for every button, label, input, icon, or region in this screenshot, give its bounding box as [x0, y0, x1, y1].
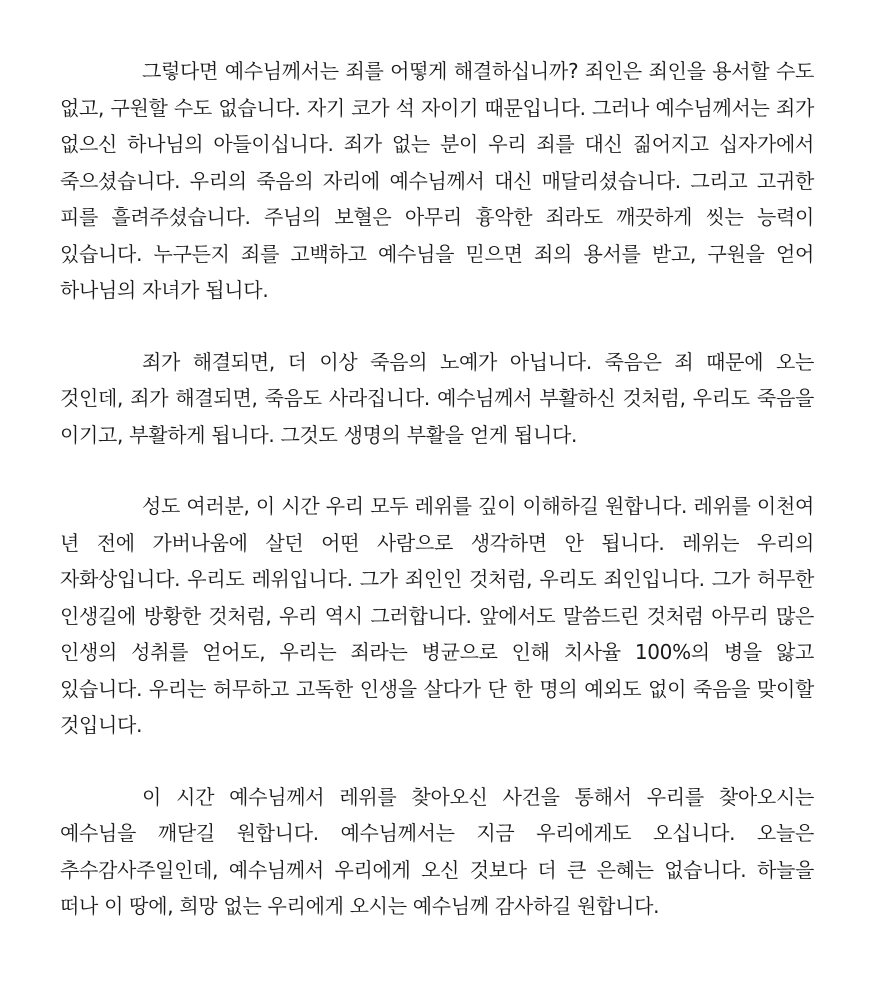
- paragraph-4: 이 시간 예수님께서 레위를 찾아오신 사건을 통해서 우리를 찾아오시는 예수님을 깨닫길 원합니다. 예수님께서는 지금 우리에게도 오십니다. 오늘은 추수감사주일인데, 예수님께서 우리에게 오신 것보다 더 큰 은혜는 없습니다. 하늘을 떠나 이 땅에, 희망 없는 우리에게 오시는 예수님께 감사하길 원합니다.: [60, 784, 814, 918]
- document-page: [60, 53, 814, 925]
- paragraph-2: 죄가 해결되면, 더 이상 죽음의 노예가 아닙니다. 죽음은 죄 때문에 오는 것인데, 죄가 해결되면, 죽음도 사라집니다. 예수님께서 부활하신 것처럼, 우리도 죽음을 이기고, 부활하게 됩니다. 그것도 생명의 부활을 얻게 됩니다.: [60, 349, 814, 447]
- paragraph-1: 그렇다면 예수님께서는 죄를 어떻게 해결하십니까? 죄인은 죄인을 용서할 수도 없고, 구원할 수도 없습니다. 자기 코가 석 자이기 때문입니다. 그러나 예수님께서는 죄가 없으신 하나님의 아들이십니다. 죄가 없는 분이 우리 죄를 대신 짊어지고 십자가에서 죽으셨습니다. 우리의 죽음의 자리에 예수님께서 대신 매달리셨습니다. 그리고 고귀한 피를 흘려주셨습니다. 주님의 보혈은 아무리 흉악한 죄라도 깨끗하게 씻는 능력이 있습니다. 누구든지 죄를 고백하고 예수님을 믿으면 죄의 용서를 받고, 구원을 얻어 하나님의 자녀가 됩니다.: [60, 59, 814, 302]
- paragraph-3: 성도 여러분, 이 시간 우리 모두 레위를 깊이 이해하길 원합니다. 레위를 이천여 년 전에 가버나움에 살던 어떤 사람으로 생각하면 안 됩니다. 레위는 우리의 자화상입니다. 우리도 레위입니다. 그가 죄인인 것처럼, 우리도 죄인입니다. 그가 허무한 인생길에 방황한 것처럼, 우리 역시 그러합니다. 앞에서도 말씀드린 것처럼 아무리 많은 인생의 성취를 얻어도, 우리는 죄라는 병균으로 인해 치사율 100%의 병을 앓고 있습니다. 우리는 허무하고 고독한 인생을 살다가 단 한 명의 예외도 없이 죽음을 맞이할 것입니다.: [60, 494, 814, 737]
